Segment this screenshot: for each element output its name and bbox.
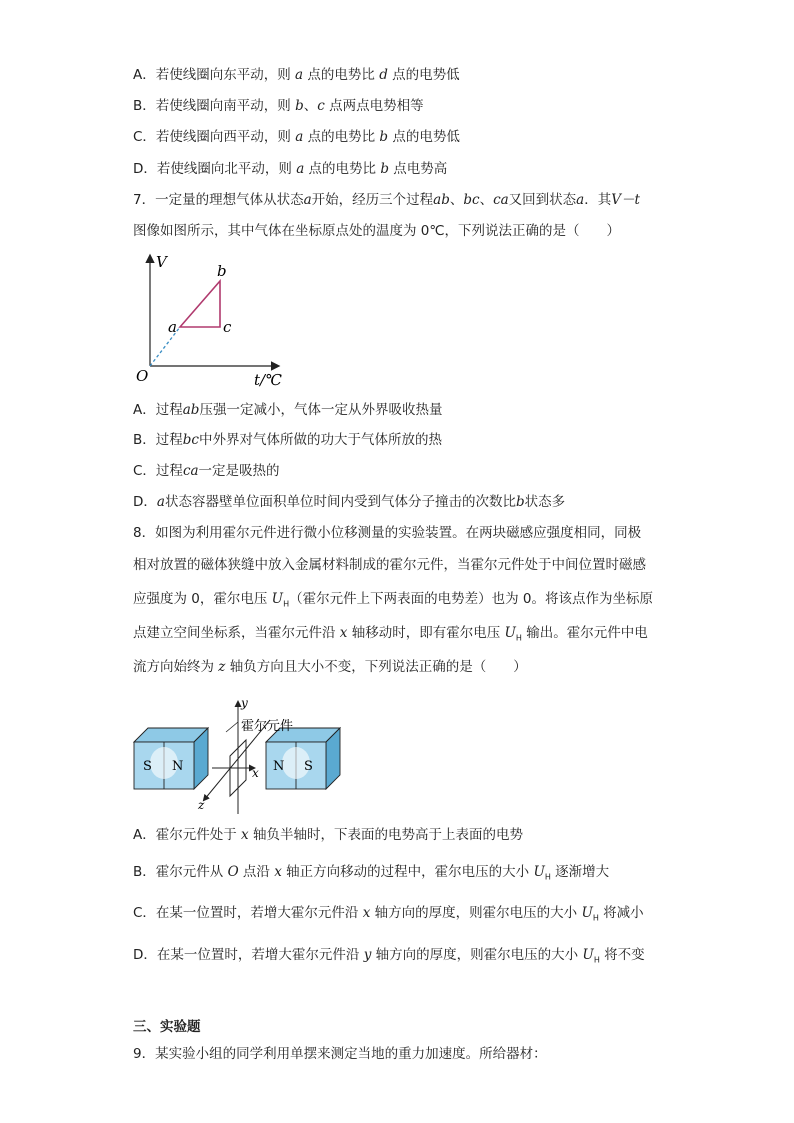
axis-y-label: y [241,696,248,710]
q7-stem-line2: 图像如图所示，其中气体在坐标原点处的温度为 0℃，下列说法正确的是（ ） [133,223,621,239]
vt-graph [128,250,298,390]
q8-option-d: D．在某一位置时，若增大霍尔元件沿 y 轴方向的厚度，则霍尔电压的大小 $U_H$ 将不变 [133,947,645,965]
abc-triangle [180,281,220,327]
point-c-label: c [223,318,232,336]
q6-option-d: D．若使线圈向北平动，则 a 点的电势比 b 点电势高 [133,161,448,177]
q8-option-a: A．霍尔元件处于 x 轴负半轴时，下表面的电势高于上表面的电势 [133,827,523,843]
point-a-label: a [168,318,177,336]
axis-x-label: x [252,766,259,780]
left-magnet-s: S [143,759,152,774]
q8-option-c: C．在某一位置时，若增大霍尔元件沿 x 轴方向的厚度，则霍尔电压的大小 $U_H$ 将减小 [133,905,644,923]
right-magnet-n: N [273,759,285,774]
right-magnet [266,728,340,789]
q8-stem-line2: 相对放置的磁体狭缝中放入金属材料制成的霍尔元件，当霍尔元件处于中间位置时磁感 [133,557,646,573]
axis-z-label: z [198,798,205,812]
q8-stem-line3: 应强度为 0，霍尔电压 $U_H$（霍尔元件上下两表面的电势差）也为 0。将该点作为坐标原 [133,591,653,609]
q8-stem-line4: 点建立空间坐标系，当霍尔元件沿 x 轴移动时，即有霍尔电压 $U_H$ 输出。霍尔元件中电 [133,625,648,643]
y-axis-label: V [156,253,167,271]
point-b-label: b [217,262,227,280]
left-magnet [134,728,208,789]
q8-option-b: B．霍尔元件从 O 点沿 x 轴正方向移动的过程中，霍尔电压的大小 $U_H$ 逐渐增大 [133,864,610,882]
q8-stem-line5: 流方向始终为 z 轴负方向且大小不变，下列说法正确的是（ ） [133,659,527,675]
q6-option-a: A．若使线圈向东平动，则 a 点的电势比 d 点的电势低 [133,67,460,83]
q6-option-b: B．若使线圈向南平动，则 b、c 点两点电势相等 [133,98,424,114]
q7-option-b: B．过程bc中外界对气体所做的功大于气体所放的热 [133,432,442,448]
left-magnet-n: N [172,759,184,774]
x-axis-label: t/℃ [254,371,282,389]
section-3-heading: 三、实验题 [133,1019,201,1035]
q7-option-a: A．过程ab压强一定减小，气体一定从外界吸收热量 [133,402,443,418]
q6-option-c: C．若使线圈向西平动，则 a 点的电势比 b 点的电势低 [133,129,460,145]
hall-element-figure [128,696,348,816]
q7-stem-line1: 7．一定量的理想气体从状态a开始，经历三个过程ab、bc、ca又回到状态a．其V－t [133,192,640,208]
q7-option-c: C．过程ca一定是吸热的 [133,463,280,479]
q9-stem-line1: 9．某实验小组的同学利用单摆来测定当地的重力加速度。所给器材： [133,1046,547,1062]
q7-option-d: D．a状态容器壁单位面积单位时间内受到气体分子撞击的次数比b状态多 [133,494,566,510]
q8-stem-line1: 8．如图为利用霍尔元件进行微小位移测量的实验装置。在两块磁感应强度相同，同极 [133,525,642,541]
hall-element-label: 霍尔元件 [241,719,294,734]
right-magnet-s: S [304,759,313,774]
origin-label: O [136,367,149,385]
